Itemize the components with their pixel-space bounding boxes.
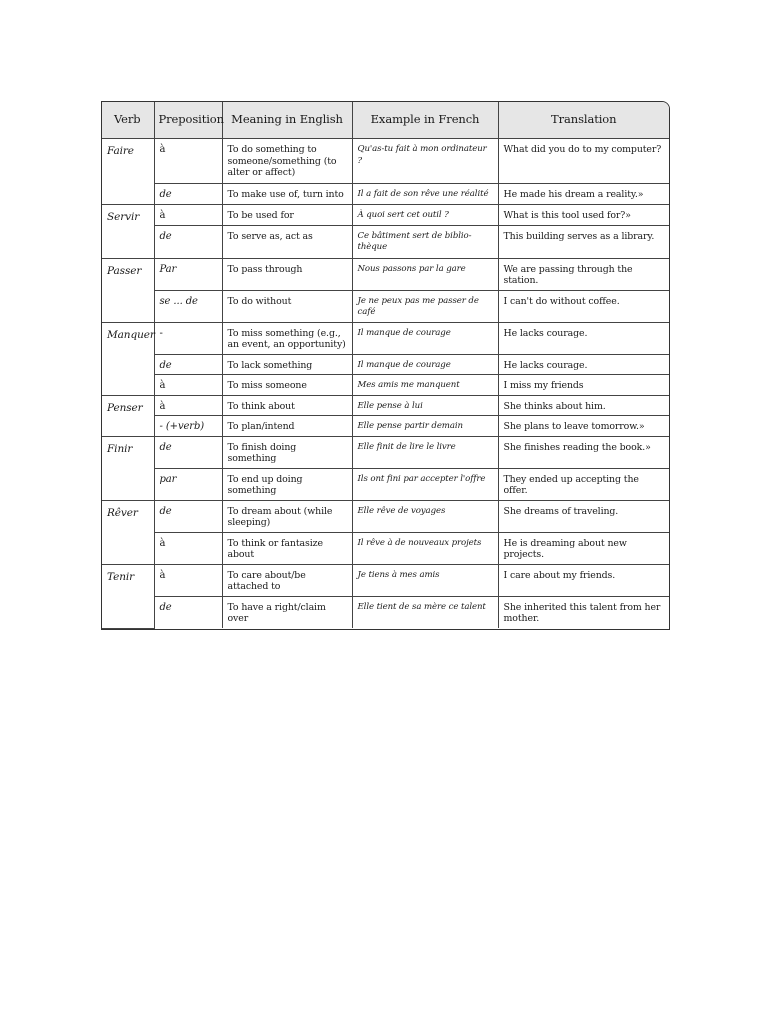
example-cell: Ils ont fini par accepter l'offre bbox=[352, 468, 498, 500]
example-cell: Ce bâtiment sert de biblio-thèque bbox=[352, 225, 498, 258]
meaning-cell: To miss someone bbox=[222, 375, 352, 396]
table-row bbox=[102, 532, 669, 564]
example-cell: Nous passons par la gare bbox=[352, 258, 498, 290]
preposition-cell: Par bbox=[154, 258, 222, 290]
table-row bbox=[102, 375, 669, 396]
preposition-cell: à bbox=[154, 139, 222, 184]
translation-cell: She thinks about him. bbox=[498, 395, 669, 416]
table-row bbox=[102, 139, 669, 184]
verb-cell: Servir bbox=[102, 205, 154, 259]
verb-preposition-table bbox=[101, 101, 670, 630]
table-row bbox=[102, 395, 669, 416]
example-cell: Elle pense à lui bbox=[352, 395, 498, 416]
translation-cell: He lacks courage. bbox=[498, 354, 669, 375]
preposition-cell: de bbox=[154, 184, 222, 205]
preposition-cell: de bbox=[154, 500, 222, 532]
meaning-cell: To serve as, act as bbox=[222, 225, 352, 258]
verb-cell: Rêver bbox=[102, 500, 154, 564]
preposition-cell: par bbox=[154, 468, 222, 500]
table-row bbox=[102, 258, 669, 290]
table-row bbox=[102, 500, 669, 532]
verb-cell: Faire bbox=[102, 139, 154, 205]
meaning-cell: To plan/intend bbox=[222, 416, 352, 437]
preposition-cell: à bbox=[154, 375, 222, 396]
translation-cell: She inherited this talent from her mother. bbox=[498, 596, 669, 628]
example-cell: Elle finit de lire le livre bbox=[352, 436, 498, 468]
table-row bbox=[102, 322, 669, 354]
example-cell: Elle rêve de voyages bbox=[352, 500, 498, 532]
meaning-cell: To make use of, turn into bbox=[222, 184, 352, 205]
table-row bbox=[102, 564, 669, 596]
preposition-cell: de bbox=[154, 596, 222, 628]
table-row bbox=[102, 354, 669, 375]
meaning-cell: To care about/be attached to bbox=[222, 564, 352, 596]
preposition-cell: de bbox=[154, 354, 222, 375]
translation-cell: This building serves as a library. bbox=[498, 225, 669, 258]
translation-cell: She plans to leave tomorrow.» bbox=[498, 416, 669, 437]
verb-cell: Finir bbox=[102, 436, 154, 500]
table-row bbox=[102, 225, 669, 258]
example-cell: Il manque de courage bbox=[352, 322, 498, 354]
header-row bbox=[102, 102, 669, 139]
verb-cell: Manquer bbox=[102, 322, 154, 395]
preposition-cell: de bbox=[154, 225, 222, 258]
example-cell: Il manque de courage bbox=[352, 354, 498, 375]
translation-cell: He made his dream a reality.» bbox=[498, 184, 669, 205]
translation-cell: She finishes reading the book.» bbox=[498, 436, 669, 468]
example-cell: Il a fait de son rêve une réalité bbox=[352, 184, 498, 205]
translation-cell: We are passing through the station. bbox=[498, 258, 669, 290]
table-row bbox=[102, 184, 669, 205]
meaning-cell: To think about bbox=[222, 395, 352, 416]
meaning-cell: To end up doing something bbox=[222, 468, 352, 500]
translation-cell: He lacks courage. bbox=[498, 322, 669, 354]
meaning-cell: To dream about (while sleeping) bbox=[222, 500, 352, 532]
preposition-cell: à bbox=[154, 532, 222, 564]
translation-cell: They ended up accepting the offer. bbox=[498, 468, 669, 500]
table-row bbox=[102, 290, 669, 322]
header-example: Example in French bbox=[352, 102, 498, 139]
table-row bbox=[102, 416, 669, 437]
table-row bbox=[102, 596, 669, 628]
table-row bbox=[102, 205, 669, 226]
example-cell: Mes amis me manquent bbox=[352, 375, 498, 396]
header-meaning: Meaning in English bbox=[222, 102, 352, 139]
example-cell: Je tiens à mes amis bbox=[352, 564, 498, 596]
preposition-cell: - (+verb) bbox=[154, 416, 222, 437]
preposition-cell: - bbox=[154, 322, 222, 354]
verb-cell: Penser bbox=[102, 395, 154, 436]
meaning-cell: To miss something (e.g., an event, an opportunity) bbox=[222, 322, 352, 354]
translation-cell: She dreams of traveling. bbox=[498, 500, 669, 532]
example-cell: Elle tient de sa mère ce talent bbox=[352, 596, 498, 628]
example-cell: Elle pense partir demain bbox=[352, 416, 498, 437]
preposition-cell: à bbox=[154, 395, 222, 416]
meaning-cell: To think or fantasize about bbox=[222, 532, 352, 564]
example-cell: À quoi sert cet outil ? bbox=[352, 205, 498, 226]
translation-cell: He is dreaming about new projects. bbox=[498, 532, 669, 564]
example-cell: Il rêve à de nouveaux projets bbox=[352, 532, 498, 564]
meaning-cell: To do without bbox=[222, 290, 352, 322]
example-cell: Je ne peux pas me passer de café bbox=[352, 290, 498, 322]
verb-cell: Tenir bbox=[102, 564, 154, 628]
table-row bbox=[102, 436, 669, 468]
meaning-cell: To have a right/claim over bbox=[222, 596, 352, 628]
meaning-cell: To finish doing something bbox=[222, 436, 352, 468]
translation-cell: I care about my friends. bbox=[498, 564, 669, 596]
table-row bbox=[102, 468, 669, 500]
meaning-cell: To lack something bbox=[222, 354, 352, 375]
header-verb: Verb bbox=[102, 102, 154, 139]
preposition-cell: à bbox=[154, 564, 222, 596]
translation-cell: What is this tool used for?» bbox=[498, 205, 669, 226]
example-cell: Qu'as-tu fait à mon ordinateur ? bbox=[352, 139, 498, 184]
translation-cell: What did you do to my computer? bbox=[498, 139, 669, 184]
header-translation: Translation bbox=[498, 102, 669, 139]
meaning-cell: To pass through bbox=[222, 258, 352, 290]
preposition-cell: de bbox=[154, 436, 222, 468]
preposition-cell: à bbox=[154, 205, 222, 226]
preposition-cell: se ... de bbox=[154, 290, 222, 322]
header-preposition: Preposition bbox=[154, 102, 222, 139]
verb-cell: Passer bbox=[102, 258, 154, 322]
translation-cell: I can't do without coffee. bbox=[498, 290, 669, 322]
translation-cell: I miss my friends bbox=[498, 375, 669, 396]
meaning-cell: To be used for bbox=[222, 205, 352, 226]
meaning-cell: To do something to someone/something (to alter or affect) bbox=[222, 139, 352, 184]
